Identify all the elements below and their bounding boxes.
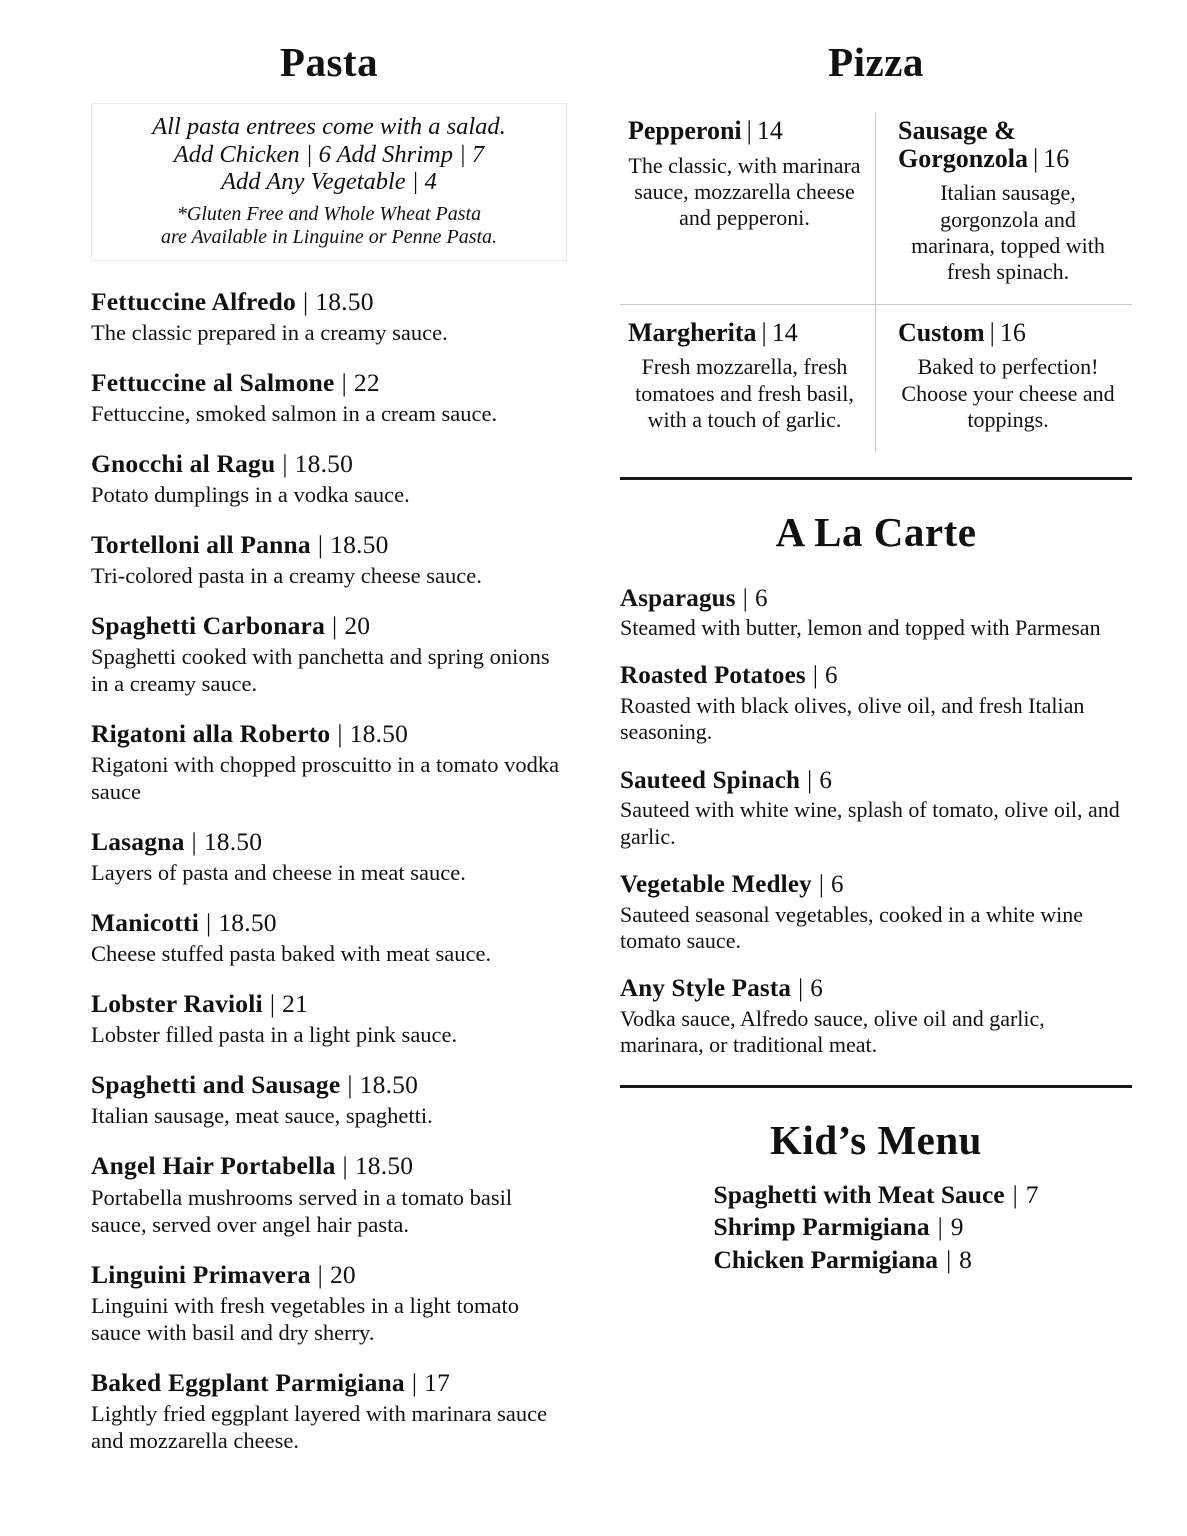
menu-item-heading	[620, 974, 1132, 1004]
separator: |	[332, 611, 338, 641]
menu-item-name: Sauteed Spinach	[620, 766, 801, 794]
pasta-item-list	[91, 287, 567, 1454]
menu-item-price: 18.50	[294, 448, 354, 478]
menu-item-name: Baked Eggplant Parmigiana	[91, 1367, 405, 1397]
pizza-section-title: Pizza	[828, 39, 924, 85]
menu-item	[91, 1151, 567, 1237]
menu-item-name: Any Style Pasta	[620, 975, 792, 1003]
a-la-carte-item-list	[620, 584, 1132, 1059]
separator: |	[191, 827, 197, 857]
menu-item	[91, 989, 567, 1048]
menu-item-name: Spaghetti Carbonara	[91, 611, 326, 641]
menu-item-price: 17	[424, 1367, 451, 1397]
menu-item-description: Cheese stuffed pasta baked with meat sauce.	[91, 941, 492, 967]
pasta-column	[55, 40, 575, 1536]
kids-menu-item	[714, 1179, 1039, 1212]
menu-item-price: 6	[754, 584, 768, 612]
pizza-item-name: Sausage & Gorgonzola	[898, 116, 1028, 173]
menu-item-description: Sauteed with white wine, splash of tomato, olive oil, and garlic.	[620, 797, 1120, 849]
menu-item	[91, 1368, 567, 1454]
menu-item-price: 18.50	[203, 827, 263, 857]
menu-item-heading	[91, 287, 567, 317]
pasta-note-line-3: Add Any Vegetable | 4	[221, 168, 437, 196]
menu-item-name: Fettuccine al Salmone	[91, 367, 335, 397]
kids-menu-item-name: Chicken Parmigiana	[713, 1244, 939, 1274]
menu-item-description: Rigatoni with chopped proscuitto in a tomato vodka sauce	[91, 752, 560, 805]
menu-item	[620, 974, 1132, 1058]
menu-item-heading	[91, 908, 567, 938]
pasta-note-line-4: *Gluten Free and Whole Wheat Pasta	[176, 203, 482, 226]
menu-item-heading	[91, 827, 567, 857]
menu-item-heading	[91, 449, 567, 479]
menu-item-description: Portabella mushrooms served in a tomato basil sauce, served over angel hair pasta.	[91, 1184, 513, 1237]
menu-item	[91, 1260, 567, 1346]
separator: |	[282, 448, 288, 478]
section-divider-rule	[620, 477, 1132, 480]
menu-item-name: Vegetable Medley	[620, 871, 812, 899]
menu-item-description: Vodka sauce, Alfredo sauce, olive oil and garlic, marinara, or traditional meat.	[620, 1005, 1045, 1058]
menu-item-price: 22	[353, 367, 380, 397]
pizza-item-name: Pepperoni	[628, 116, 742, 146]
menu-item-price: 6	[825, 662, 838, 690]
menu-item-name: Fettuccine Alfredo	[91, 286, 296, 316]
menu-item	[91, 1070, 567, 1129]
menu-item-name: Tortelloni all Panna	[91, 529, 311, 559]
menu-item	[620, 661, 1132, 745]
menu-item-description: Layers of pasta and cheese in meat sauce.	[91, 860, 466, 886]
separator: |	[411, 1367, 418, 1397]
menu-item-name: Spaghetti and Sausage	[91, 1070, 341, 1100]
pasta-note-line-1: All pasta entrees come with a salad.	[152, 113, 506, 141]
pizza-item-description: Baked to perfection! Choose your cheese and toppings.	[901, 354, 1115, 433]
menu-item-name: Asparagus	[620, 584, 736, 612]
menu-item-description: Italian sausage, meat sauce, spaghetti.	[91, 1103, 433, 1129]
separator: |	[807, 766, 813, 794]
kids-menu-item-price: 9	[950, 1212, 964, 1242]
menu-item	[91, 827, 567, 886]
separator: |	[206, 908, 212, 938]
menu-item-heading	[620, 584, 1132, 614]
menu-item	[91, 719, 567, 805]
separator: |	[317, 529, 324, 559]
menu-item-heading	[620, 766, 1132, 796]
menu-item	[91, 611, 567, 697]
kids-menu-item-list	[714, 1179, 1039, 1277]
menu-item-price: 18.50	[359, 1070, 419, 1100]
menu-item-heading	[91, 530, 567, 560]
menu-item-description: Lightly fried eggplant layered with marinara sauce and mozzarella cheese.	[91, 1400, 548, 1453]
separator: |	[761, 317, 767, 347]
menu-item-heading	[91, 368, 567, 398]
kids-menu-item-price: 7	[1025, 1179, 1039, 1209]
separator: |	[746, 116, 752, 146]
separator: |	[1012, 1179, 1018, 1209]
menu-item	[91, 287, 567, 346]
menu-item-name: Gnocchi al Ragu	[91, 448, 276, 478]
menu-item-heading	[620, 661, 1132, 691]
menu-item-description: Tri-colored pasta in a creamy cheese sauce.	[91, 563, 482, 589]
separator: |	[302, 286, 309, 316]
kids-menu-section-title: Kid’s Menu	[770, 1116, 982, 1163]
kids-menu-wrap	[620, 1179, 1132, 1277]
menu-item-price: 18.50	[349, 719, 409, 749]
menu-item-description: Spaghetti cooked with panchetta and spring onions in a creamy sauce.	[91, 644, 550, 697]
menu-item-description: Sauteed seasonal vegetables, cooked in a white wine tomato sauce.	[620, 901, 1084, 953]
separator: |	[347, 1070, 353, 1100]
menu-item-description: Potato dumplings in a vodka sauce.	[91, 481, 410, 507]
separator: |	[337, 719, 343, 749]
menu-item-heading	[91, 719, 567, 749]
kids-menu-item-name: Shrimp Parmigiana	[713, 1212, 930, 1242]
menu-item-name: Lasagna	[91, 827, 185, 857]
menu-item	[91, 449, 567, 508]
menu-item-price: 18.50	[354, 1151, 414, 1181]
menu-item	[91, 368, 567, 427]
pizza-item-price: 14	[756, 116, 783, 146]
menu-item-price: 6	[831, 871, 844, 899]
menu-item-price: 6	[819, 766, 833, 794]
menu-item-name: Rigatoni alla Roberto	[91, 719, 331, 749]
pizza-item-description: The classic, with marinara sauce, mozzarella cheese and pepperoni.	[628, 152, 861, 231]
menu-item	[620, 766, 1132, 850]
pasta-note-line-5: are Available in Linguine or Penne Pasta.	[160, 225, 498, 248]
menu-item-heading	[91, 1260, 567, 1290]
menu-item-price: 20	[344, 611, 371, 641]
menu-item-price: 18.50	[218, 908, 277, 938]
separator: |	[317, 1259, 323, 1289]
menu-item-name: Lobster Ravioli	[91, 989, 263, 1019]
kids-menu-item	[714, 1244, 1039, 1277]
menu-item-description: Fettuccine, smoked salmon in a cream sauce.	[91, 400, 498, 426]
menu-item-name: Manicotti	[91, 908, 200, 938]
menu-item-heading	[91, 1070, 567, 1100]
menu-item	[620, 870, 1132, 954]
menu-item-price: 6	[810, 975, 823, 1003]
pizza-item-heading	[628, 319, 861, 347]
menu-item	[91, 530, 567, 589]
pizza-item	[620, 113, 876, 305]
menu-item	[91, 908, 567, 967]
separator: |	[1033, 143, 1039, 173]
separator: |	[742, 584, 748, 612]
pizza-item-price: 16	[999, 317, 1026, 347]
menu-item-heading	[620, 870, 1132, 900]
menu-item-price: 18.50	[315, 286, 374, 316]
separator: |	[269, 989, 276, 1019]
menu-item-description: The classic prepared in a creamy sauce.	[91, 319, 448, 345]
separator: |	[341, 367, 347, 397]
pizza-grid	[620, 113, 1132, 451]
menu-item-description: Linguini with fresh vegetables in a light tomato sauce with basil and dry sherry.	[91, 1292, 520, 1345]
pizza-item-name: Custom	[898, 317, 985, 347]
menu-item-heading	[91, 989, 567, 1019]
pizza-item-name: Margherita	[628, 317, 757, 347]
kids-menu-item-price: 8	[959, 1244, 972, 1274]
menu-item-price: 21	[282, 989, 309, 1019]
menu-item-heading	[91, 611, 567, 641]
section-divider-rule	[620, 1085, 1132, 1088]
menu-item-price: 20	[329, 1259, 356, 1289]
separator: |	[812, 662, 819, 690]
pasta-note-line-2: Add Chicken | 6 Add Shrimp | 7	[173, 140, 485, 168]
menu-item-description: Steamed with butter, lemon and topped with Parmesan	[620, 615, 1101, 641]
pizza-item	[620, 305, 876, 452]
pizza-item	[876, 305, 1132, 452]
menu-item-description: Roasted with black olives, olive oil, and fresh Italian seasoning.	[620, 692, 1085, 745]
pizza-item-heading	[628, 117, 861, 145]
a-la-carte-section-title: A La Carte	[775, 509, 977, 556]
separator: |	[342, 1151, 348, 1181]
separator: |	[946, 1244, 952, 1274]
kids-menu-item	[714, 1211, 1039, 1244]
menu-item-heading	[91, 1368, 567, 1398]
pizza-item-heading	[898, 117, 1118, 172]
right-column	[620, 40, 1132, 1536]
separator: |	[937, 1212, 943, 1242]
pasta-section-title: Pasta	[279, 39, 379, 85]
menu-item-price: 18.50	[330, 529, 389, 559]
menu-item	[620, 584, 1132, 642]
separator: |	[989, 317, 995, 347]
pizza-item-description: Italian sausage, gorgonzola and marinara, topped with fresh spinach.	[911, 180, 1105, 285]
menu-item-description: Lobster filled pasta in a light pink sauce.	[91, 1022, 458, 1048]
kids-menu-item-name: Spaghetti with Meat Sauce	[713, 1179, 1005, 1209]
menu-item-name: Linguini Primavera	[91, 1259, 311, 1289]
pasta-note-box	[91, 103, 567, 261]
pizza-item	[876, 113, 1132, 305]
pizza-item-price: 14	[771, 317, 798, 347]
pizza-item-description: Fresh mozzarella, fresh tomatoes and fresh basil, with a touch of garlic.	[635, 354, 854, 433]
separator: |	[818, 871, 825, 899]
separator: |	[798, 975, 804, 1003]
pizza-item-heading	[898, 319, 1118, 347]
menu-item-name: Roasted Potatoes	[620, 662, 806, 690]
menu-item-heading	[91, 1151, 567, 1181]
menu-item-name: Angel Hair Portabella	[91, 1151, 336, 1181]
pizza-item-price: 16	[1043, 143, 1070, 173]
